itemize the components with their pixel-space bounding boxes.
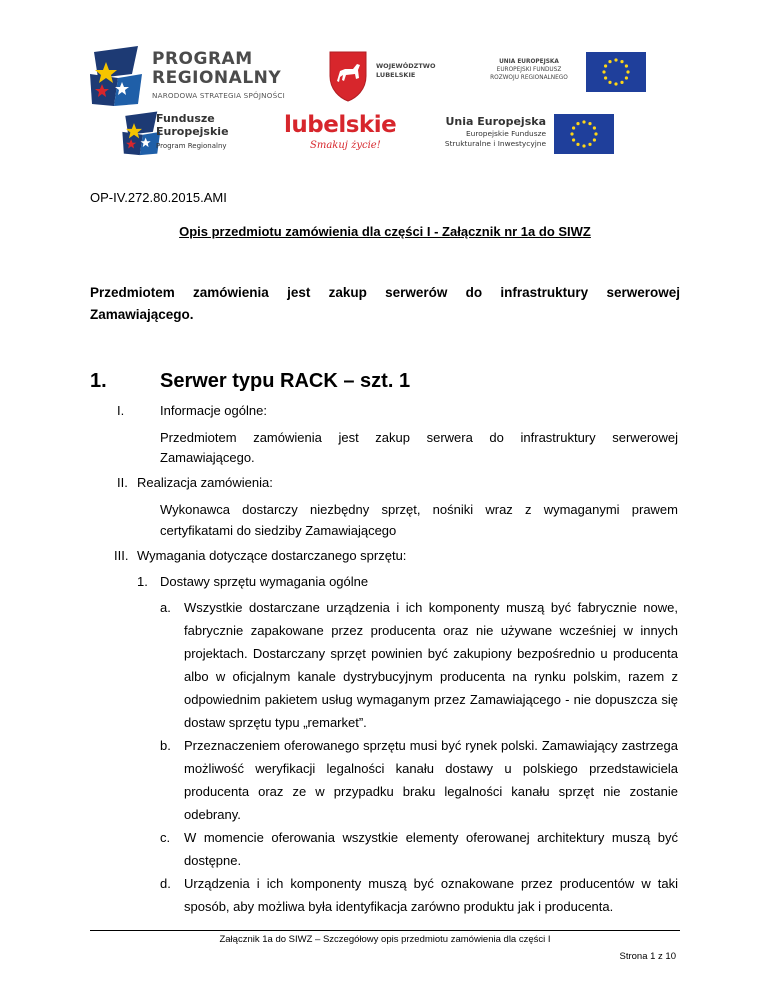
page-number: Strona 1 z 10 (619, 951, 676, 962)
item-label: c. (160, 830, 171, 845)
program-regionalny-emblem-icon (88, 44, 146, 110)
coat-of-arms-icon (328, 50, 368, 102)
footer-divider (90, 930, 680, 931)
subsection-iii-number: III. (114, 548, 129, 563)
lubelskie-brand-text: lubelskie (284, 112, 397, 138)
subsection-i-title: Informacje ogólne: (160, 403, 267, 418)
ue-efrr-line1: UNIA EUROPEJSKA (499, 59, 559, 65)
unia-line2: Europejskie Fundusze (466, 129, 546, 138)
eu-flag-icon (554, 114, 614, 154)
requirement-item (160, 872, 678, 918)
footer-text: Załącznik 1a do SIWZ – Szczegółowy opis przedmiotu zamówienia dla części I (219, 934, 551, 945)
subsection-ii-title: Realizacja zamówienia: (137, 475, 273, 490)
fundusze-europejskie-logo (120, 110, 270, 160)
ue-efrr-line2: EUROPEJSKI FUNDUSZ (496, 67, 562, 73)
requirements-subtitle: Dostawy sprzętu wymagania ogólne (160, 574, 369, 589)
fundusze-line3: Program Regionalny (156, 142, 227, 150)
program-logo-line1: PROGRAM (152, 49, 253, 69)
program-regionalny-logo (88, 44, 308, 110)
lubelskie-tagline: Smakuj życie! (310, 140, 381, 151)
item-text: Wszystkie dostarczane urządzenia i ich komponenty muszą być fabrycznie nowe, fabrycznie zapakowane przez producenta oraz nie używane wcześniej w innych projektach. Dostarczany sprzęt powinien być zakupiony bezpośrednio u producenta albo w oficjalnym kanale dystrybucyjnym producenta na rynku polskim, razem z odpowiednim pakietem usług wymaganym przez Zamawiającego - nie dopuszcza się dostaw sprzętu typu „remarket”. (184, 600, 678, 730)
subsection-ii-text-line1: Wykonawca dostarczy niezbędny sprzęt, nośniki wraz z wymaganymi prawem (160, 502, 678, 517)
subsection-i-number: I. (117, 403, 125, 418)
requirement-item (160, 734, 678, 826)
item-label: b. (160, 738, 171, 753)
unia-line3: Strukturalne i Inwestycyjne (444, 139, 546, 148)
unia-europejska-logo (430, 112, 620, 158)
section-number: 1. (90, 370, 107, 392)
fundusze-line2: Europejskie (156, 125, 229, 138)
subsection-ii-text-line2: certyfikatami do siedziby Zamawiającego (160, 523, 397, 538)
ue-efrr-line3: ROZWOJU REGIONALNEGO (490, 75, 568, 81)
reference-number: OP-IV.272.80.2015.AMI (90, 190, 227, 205)
program-logo-line3: NARODOWA STRATEGIA SPÓJNOŚCI (152, 91, 285, 100)
wojewodztwo-line2: LUBELSKIE (376, 71, 416, 79)
subsection-i-text-line2: Zamawiającego. (160, 450, 255, 465)
subsection-ii-number: II. (117, 475, 128, 490)
eu-flag-icon (586, 52, 646, 92)
item-text: W momencie oferowania wszystkie elementy oferowanej architektury muszą być dostępne. (184, 830, 678, 868)
unia-line1: Unia Europejska (445, 115, 546, 128)
intro-line-1: Przedmiotem zamówienia jest zakup serwerów do infrastruktury serwerowej (90, 285, 680, 300)
item-text: Przeznaczeniem oferowanego sprzętu musi być rynek polski. Zamawiający zastrzega możliwość weryfikacji legalności kanału dostawy u polskiego przedstawiciela producenta oraz ze w przypadku braku legalności kanału sprzęt nie zostanie odebrany. (184, 738, 678, 822)
item-label: a. (160, 600, 171, 615)
subsection-iii-title: Wymagania dotyczące dostarczanego sprzętu: (137, 548, 407, 563)
item-label: d. (160, 876, 171, 891)
wojewodztwo-line1: WOJEWÓDZTWO (376, 62, 436, 70)
requirement-item (160, 596, 678, 734)
wojewodztwo-lubelskie-logo (328, 46, 448, 106)
requirement-item (160, 826, 678, 872)
intro-line-2: Zamawiającego. (90, 307, 194, 322)
section-title: Serwer typu RACK – szt. 1 (160, 370, 411, 392)
requirements-subtitle-number: 1. (137, 574, 148, 589)
fundusze-line1: Fundusze (156, 112, 215, 125)
lubelskie-brand-logo (284, 112, 404, 156)
document-title: Opis przedmiotu zamówienia dla części I - Załącznik nr 1a do SIWZ (179, 224, 591, 239)
item-text: Urządzenia i ich komponenty muszą być oznakowane przez producentów w taki sposób, aby możliwa była identyfikacja zarówno produktu jak i producenta. (184, 876, 678, 914)
ue-efrr-logo (478, 52, 648, 98)
subsection-i-text-line1: Przedmiotem zamówienia jest zakup serwera do infrastruktury serwerowej (160, 430, 678, 445)
program-logo-line2: REGIONALNY (152, 68, 282, 88)
